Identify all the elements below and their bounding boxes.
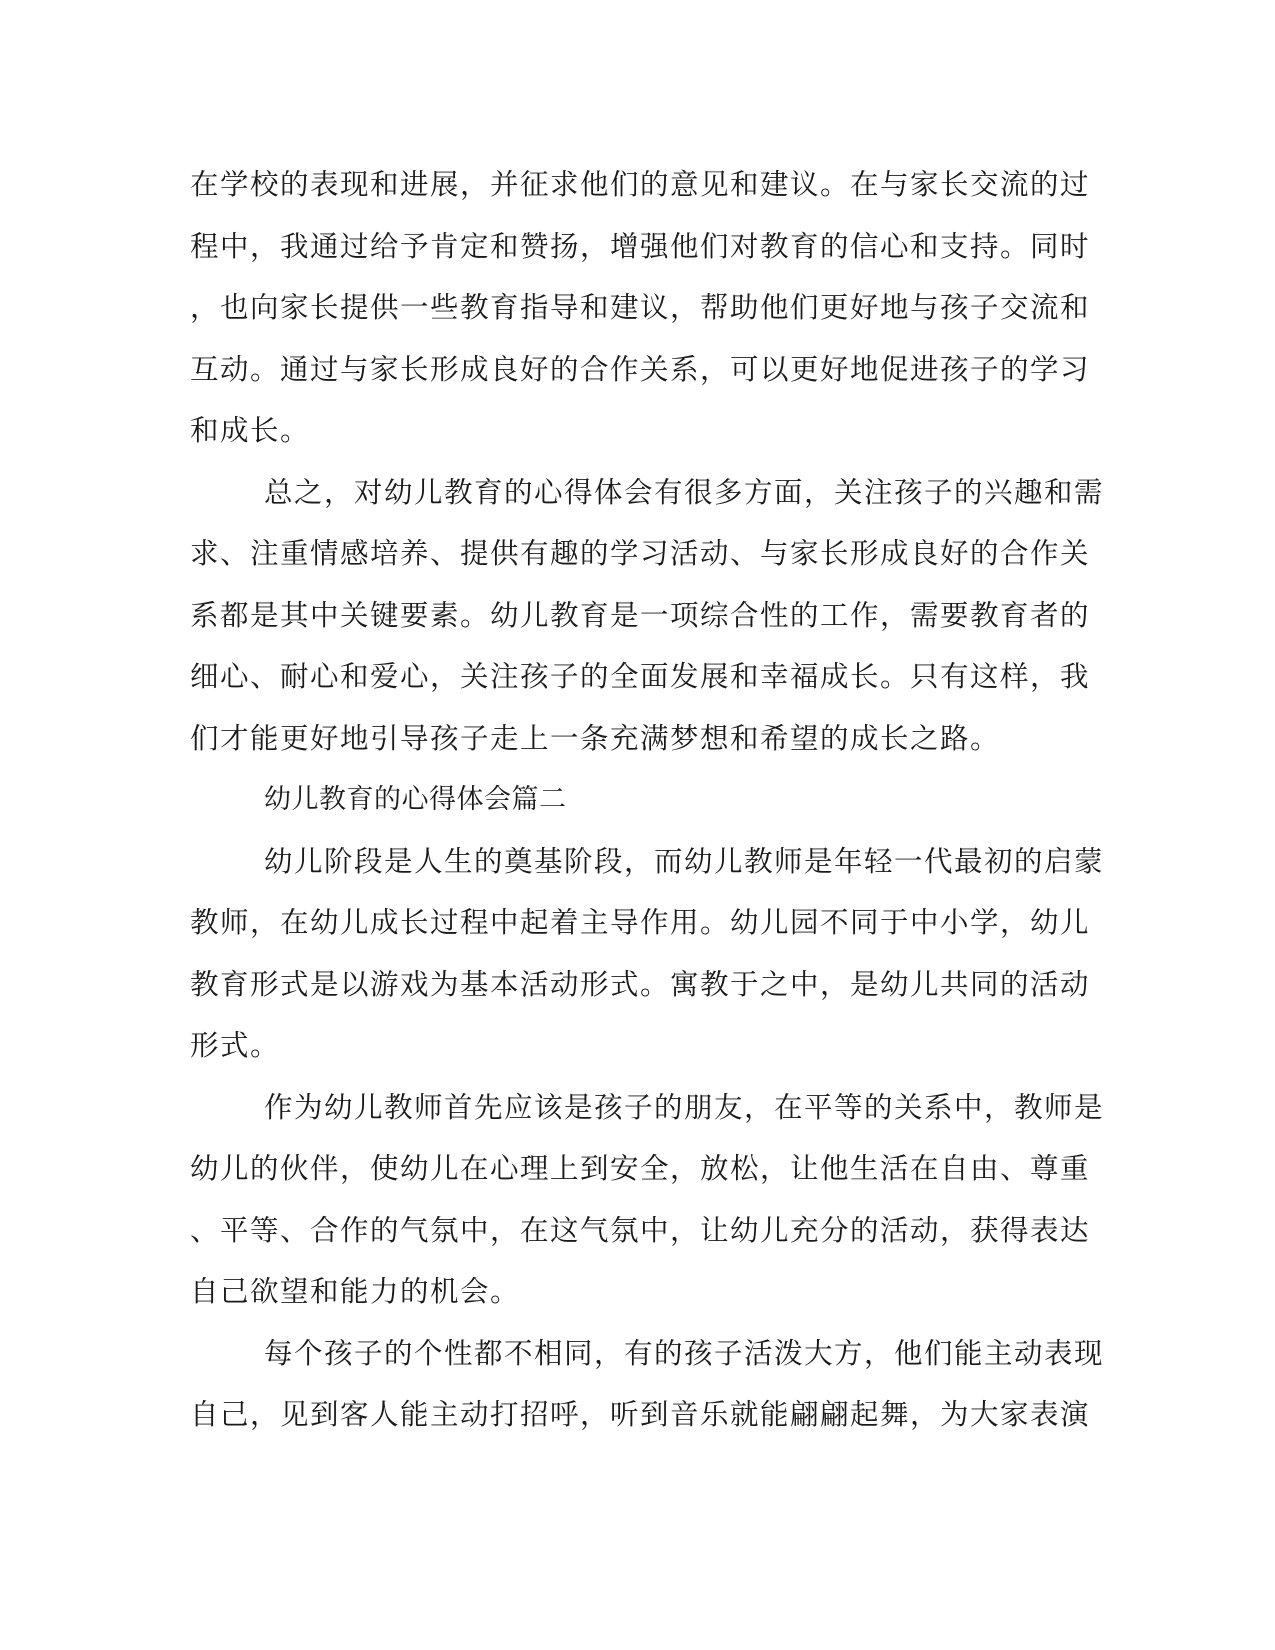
- text-line: 自己，见到客人能主动打招呼，听到音乐就能翩翩起舞，为大家表演: [190, 1398, 1091, 1431]
- text-line: 互动。通过与家长形成良好的合作关系，可以更好地促进孩子的学习: [190, 352, 1091, 386]
- text-line: 和成长。: [190, 414, 311, 447]
- text-line: 每个孩子的个性都不相同，有的孩子活泼大方，他们能主动表现: [264, 1336, 1105, 1370]
- paragraph-summary: [190, 462, 1105, 770]
- paragraph-foundation-stage: [190, 831, 1105, 1077]
- text-line: 系都是其中关键要素。幼儿教育是一项综合性的工作，需要教育者的: [190, 598, 1091, 632]
- text-line: 总之，对幼儿教育的心得体会有很多方面，关注孩子的兴趣和需: [264, 475, 1105, 509]
- document-body: [190, 154, 1105, 1446]
- text-line: 教育形式是以游戏为基本活动形式。寓教于之中，是幼儿共同的活动: [190, 967, 1091, 1001]
- text-line: 求、注重情感培养、提供有趣的学习活动、与家长形成良好的合作关: [190, 537, 1091, 570]
- section-heading: [190, 769, 1070, 831]
- text-line: 、平等、合作的气氛中，在这气氛中，让幼儿充分的活动，获得表达: [190, 1213, 1091, 1247]
- text-line: 作为幼儿教师首先应该是孩子的朋友，在平等的关系中，教师是: [264, 1090, 1105, 1124]
- text-line: ，也向家长提供一些教育指导和建议，帮助他们更好地与孩子交流和: [190, 291, 1091, 324]
- text-line: 幼儿阶段是人生的奠基阶段，而幼儿教师是年轻一代最初的启蒙: [264, 844, 1105, 878]
- section-title: 幼儿教育的心得体会篇二: [264, 784, 567, 815]
- paragraph-individuality: [190, 1323, 1105, 1446]
- text-line: 形式。: [190, 1029, 281, 1062]
- text-line: 程中，我通过给予肯定和赞扬，增强他们对教育的信心和支持。同时: [190, 229, 1091, 263]
- text-line: 自己欲望和能力的机会。: [190, 1275, 521, 1308]
- text-line: 在学校的表现和进展，并征求他们的意见和建议。在与家长交流的过: [190, 168, 1091, 201]
- paragraph-parent-communication: [190, 154, 1091, 462]
- text-line: 幼儿的伙伴，使幼儿在心理上到安全，放松，让他生活在自由、尊重: [190, 1152, 1091, 1185]
- text-line: 教师，在幼儿成长过程中起着主导作用。幼儿园不同于中小学，幼儿: [190, 906, 1091, 939]
- text-line: 们才能更好地引导孩子走上一条充满梦想和希望的成长之路。: [190, 721, 1001, 755]
- paragraph-teacher-as-friend: [190, 1077, 1105, 1323]
- text-line: 细心、耐心和爱心，关注孩子的全面发展和幸福成长。只有这样，我: [190, 660, 1091, 693]
